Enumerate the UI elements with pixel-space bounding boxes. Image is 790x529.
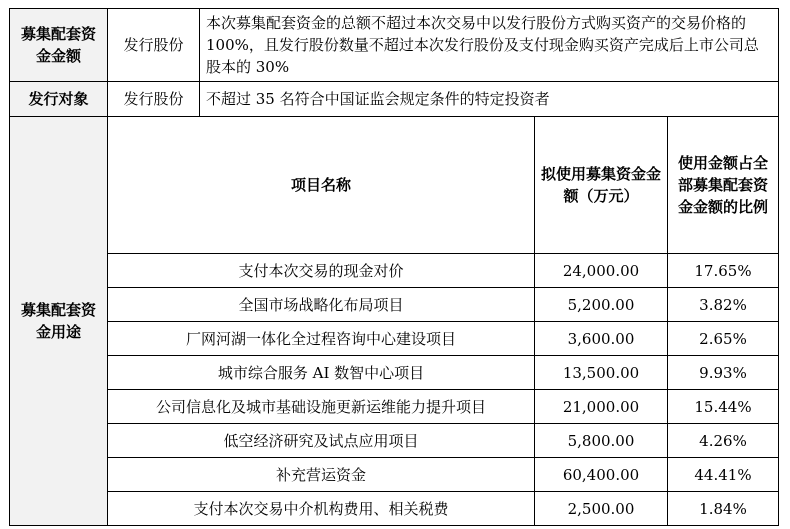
target-description: 不超过 35 名符合中国证监会规定条件的特定投资者: [200, 82, 779, 117]
project-amount: 13,500.00: [535, 356, 668, 390]
table-row: [10, 390, 779, 424]
target-label: 发行对象: [10, 82, 108, 117]
project-name: 全国市场战略化布局项目: [108, 288, 535, 322]
project-ratio: 9.93%: [668, 356, 779, 390]
scale-label: 募集配套资金金额: [10, 9, 108, 82]
usage-header-row: [10, 117, 779, 254]
table-row: [10, 322, 779, 356]
project-amount: 21,000.00: [535, 390, 668, 424]
project-ratio: 44.41%: [668, 458, 779, 492]
scale-description: 本次募集配套资金的总额不超过本次交易中以发行股份方式购买资产的交易价格的 100%，且发行股份数量不超过本次发行股份及支付现金购买资产完成后上市公司总股本的 30%: [200, 9, 779, 82]
project-name: 城市综合服务 AI 数智中心项目: [108, 356, 535, 390]
header-ratio: 使用金额占全部募集配套资金金额的比例: [668, 117, 779, 254]
project-name: 低空经济研究及试点应用项目: [108, 424, 535, 458]
target-method: 发行股份: [108, 82, 200, 117]
project-amount: 5,800.00: [535, 424, 668, 458]
scale-method: 发行股份: [108, 9, 200, 82]
table-row: [10, 424, 779, 458]
project-amount: 60,400.00: [535, 458, 668, 492]
header-amount: 拟使用募集资金金额（万元）: [535, 117, 668, 254]
project-name: 补充营运资金: [108, 458, 535, 492]
project-ratio: 4.26%: [668, 424, 779, 458]
project-amount: 24,000.00: [535, 254, 668, 288]
table-row: [10, 356, 779, 390]
project-name: 支付本次交易中介机构费用、相关税费: [108, 492, 535, 526]
scale-row: [10, 9, 779, 82]
project-ratio: 17.65%: [668, 254, 779, 288]
project-ratio: 3.82%: [668, 288, 779, 322]
target-row: [10, 82, 779, 117]
project-name: 厂网河湖一体化全过程咨询中心建设项目: [108, 322, 535, 356]
header-project-name: 项目名称: [108, 117, 535, 254]
table-row: [10, 288, 779, 322]
table-row: [10, 492, 779, 526]
project-amount: 3,600.00: [535, 322, 668, 356]
project-ratio: 1.84%: [668, 492, 779, 526]
project-amount: 5,200.00: [535, 288, 668, 322]
project-name: 支付本次交易的现金对价: [108, 254, 535, 288]
table-row: [10, 254, 779, 288]
table-row: [10, 458, 779, 492]
usage-label: 募集配套资金用途: [10, 117, 108, 526]
project-name: 公司信息化及城市基础设施更新运维能力提升项目: [108, 390, 535, 424]
project-ratio: 15.44%: [668, 390, 779, 424]
financing-table: [9, 8, 779, 526]
project-ratio: 2.65%: [668, 322, 779, 356]
project-amount: 2,500.00: [535, 492, 668, 526]
